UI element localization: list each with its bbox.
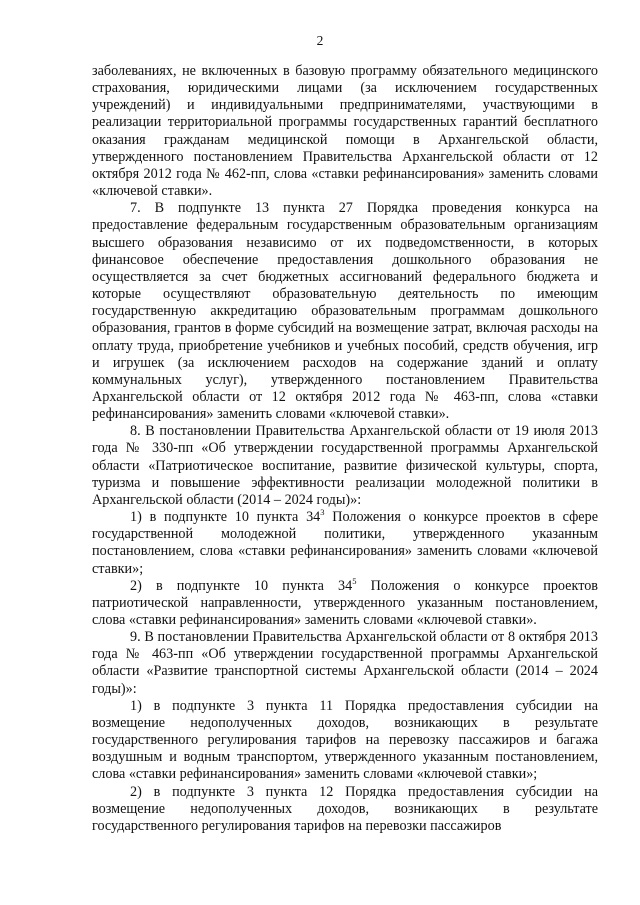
- superscript: 5: [352, 575, 357, 586]
- document-body: [92, 63, 598, 835]
- paragraph-continuation: заболеваниях, не включенных в базовую программу обязательного медицинского страхования, юридическими лицами (за исключением государственных учреждений) и индивидуальными предпринимателями, участвующими в реализации территориальной программы государственных гарантий бесплатного оказания гражданам медицинской помощи в Архангельской области, утвержденного постановлением Правительства Архангельской области от 12 октября 2012 года № 462-пп, слова «ставки рефинансирования» заменить словами «ключевой ставки».: [92, 63, 598, 200]
- page-number: 2: [316, 33, 324, 48]
- paragraph-item-8: 8. В постановлении Правительства Архангельской области от 19 июля 2013 года № 330-пп «Об утверждении государственной программы Архангельской области «Патриотическое воспитание, развитие физической культуры, спорта, туризма и повышение эффективности реализации молодежной политики в Архангельской области (2014 – 2024 годы)»:: [92, 423, 598, 508]
- paragraph-item-9-sub-1: 1) в подпункте 3 пункта 11 Порядка предоставления субсидии на возмещение недополученных доходов, возникающих в результате государственного регулирования тарифов на перевозку пассажиров и багажа воздушным и водным транспортом, утвержденного указанным постановлением, слова «ставки рефинансирования» заменить словами «ключевой ставки»;: [92, 697, 598, 783]
- text-fragment: 1) в подпункте 10 пункта 34: [130, 509, 321, 526]
- text-fragment: 2) в подпункте 10 пункта 34: [130, 577, 353, 594]
- text-fragment: Положения о конкурсе проектов патриотической направленности, утвержденного указанным постановлением, слова «ставки рефинансирования» заменить словами «ключевой ставки».: [92, 577, 598, 628]
- text-fragment: Положения о конкурсе проектов в сфере государственной молодежной политики, утвержденного указанным постановлением, слова «ставки рефинансирования» заменить словами «ключевой ставки»;: [92, 509, 598, 577]
- paragraph-item-7: 7. В подпункте 13 пункта 27 Порядка проведения конкурса на предоставление федеральным государственным образовательным организациям высшего образования независимо от их подведомственности, в которых финансовое обеспечение предоставления дошкольного образования не осуществляется за счет бюджетных ассигнований федерального бюджета и которые осуществляют образовательную деятельность по имеющим государственную аккредитацию образовательным программам дошкольного образования, грантов в форме субсидий на возмещение затрат, включая расходы на оплату труда, приобретение учебников и учебных пособий, средств обучения, игр и игрушек (за исключением расходов на содержание зданий и оплату коммунальных услуг), утвержденного постановлением Правительства Архангельской области от 12 октября 2012 года № 463-пп, слова «ставки рефинансирования» заменить словами «ключевой ставки».: [92, 200, 598, 423]
- paragraph-item-8-sub-1: [92, 509, 598, 578]
- paragraph-item-9-sub-2: 2) в подпункте 3 пункта 12 Порядка предоставления субсидии на возмещение недополученных доходов, возникающих в результате государственного регулирования тарифов на перевозки пассажиров: [92, 783, 598, 834]
- paragraph-item-8-sub-2: [92, 575, 598, 629]
- paragraph-item-9: 9. В постановлении Правительства Архангельской области от 8 октября 2013 года № 463-пп «Об утверждении государственной программы Архангельской области «Развитие транспортной системы Архангельской области (2014 – 2024 годы)»:: [92, 629, 598, 697]
- superscript: 3: [320, 507, 325, 518]
